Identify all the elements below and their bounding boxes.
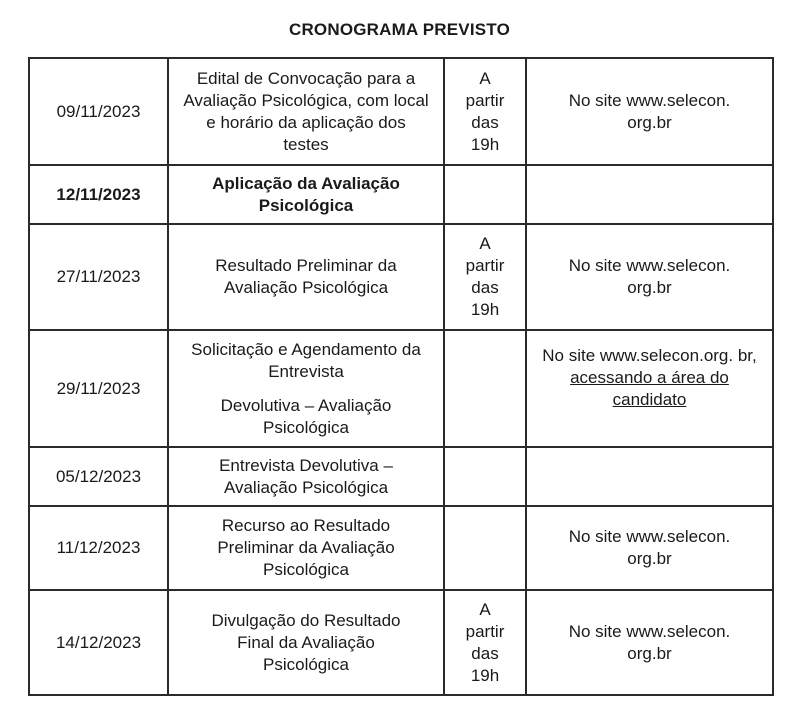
date-cell: 27/11/2023 xyxy=(29,224,168,330)
event-cell: Recurso ao Resultado Preliminar da Avaliação Psicológica xyxy=(168,506,444,590)
event-line-1: Solicitação e Agendamento da Entrevista xyxy=(191,339,421,381)
table-row xyxy=(29,58,773,165)
time-cell: A partir das 19h xyxy=(444,58,526,165)
table-row xyxy=(29,590,773,695)
location-text: No site www.selecon.org. br xyxy=(542,346,753,365)
location-cell xyxy=(526,330,773,447)
location-cell: No site www.selecon. org.br xyxy=(526,224,773,330)
date-cell: 05/12/2023 xyxy=(29,447,168,506)
table-row xyxy=(29,506,773,590)
event-line-2: Devolutiva – Avaliação Psicológica xyxy=(220,395,392,437)
time-cell: A partir das 19h xyxy=(444,224,526,330)
page-title: CRONOGRAMA PREVISTO xyxy=(288,20,511,39)
table-row xyxy=(29,447,773,506)
location-cell xyxy=(526,165,773,224)
date-cell: 29/11/2023 xyxy=(29,330,168,447)
time-cell xyxy=(444,330,526,447)
candidate-area-link[interactable]: , acessando a área do candidato xyxy=(570,346,757,409)
location-cell: No site www.selecon. org.br xyxy=(526,590,773,695)
event-cell: Edital de Convocação para a Avaliação Psicológica, com local e horário da aplicação dos testes xyxy=(168,58,444,165)
date-cell: 11/12/2023 xyxy=(29,506,168,590)
table-row xyxy=(29,165,773,224)
time-cell: A partir das 19h xyxy=(444,590,526,695)
time-cell xyxy=(444,447,526,506)
location-cell: No site www.selecon. org.br xyxy=(526,506,773,590)
table-row xyxy=(29,224,773,330)
event-cell: Aplicação da Avaliação Psicológica xyxy=(168,165,444,224)
event-cell: Resultado Preliminar da Avaliação Psicológica xyxy=(168,224,444,330)
date-cell: 14/12/2023 xyxy=(29,590,168,695)
event-cell: Divulgação do Resultado Final da Avaliação Psicológica xyxy=(168,590,444,695)
event-cell xyxy=(168,330,444,447)
event-cell: Entrevista Devolutiva – Avaliação Psicológica xyxy=(168,447,444,506)
date-cell: 09/11/2023 xyxy=(29,58,168,165)
date-cell: 12/11/2023 xyxy=(29,165,168,224)
time-cell xyxy=(444,165,526,224)
schedule-table xyxy=(28,57,774,696)
time-cell xyxy=(444,506,526,590)
location-cell xyxy=(526,447,773,506)
location-cell: No site www.selecon. org.br xyxy=(526,58,773,165)
table-row xyxy=(29,330,773,447)
